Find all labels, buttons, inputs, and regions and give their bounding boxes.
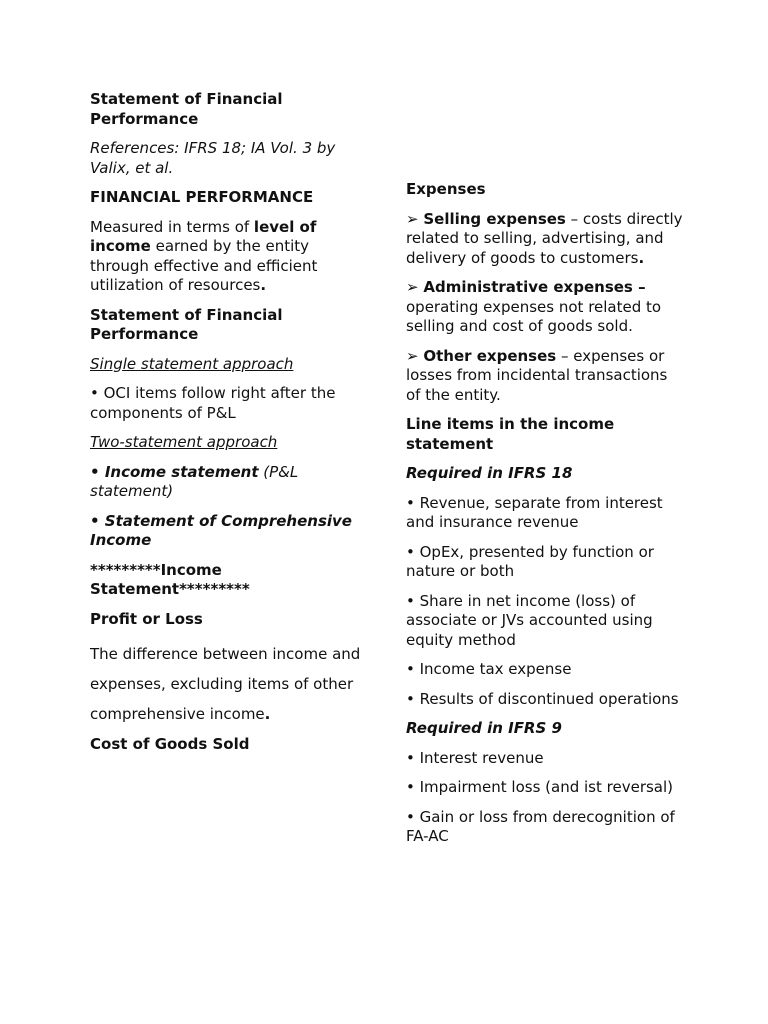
profit-or-loss-heading: Profit or Loss [90,609,203,628]
ifrs9-item: • Impairment loss (and ist reversal) [406,778,674,796]
bullet: • [90,462,105,481]
profit-loss-period: . [264,705,271,723]
profit-loss-line-3-text: comprehensive income [90,705,265,723]
definition-text-continued: earned by the entity through effective and efficient utilization of resources [90,237,318,294]
other-expenses-text: – expenses or losses from incidental transactions of the entity. [406,346,668,404]
ifrs18-item: • Income tax expense [406,660,572,678]
income-statement-item [90,463,372,502]
definition-period: . [260,276,267,294]
definition-emphasis: level of income [90,217,317,255]
definition-text: Measured in terms of [90,217,254,236]
profit-loss-line-3 [90,699,372,729]
document-title: Statement of Financial Performance [90,90,283,128]
income-statement-label: Income statement [104,462,259,481]
two-statement-approach: Two-statement approach [90,433,278,451]
expenses-heading: Expenses [406,180,486,198]
profit-loss-line-2: expenses, excluding items of other [90,675,354,693]
income-statement-note: (P&L statement) [90,462,299,500]
ifrs18-item: • OpEx, presented by function or nature or both [406,542,654,580]
profit-loss-line-1: The difference between income and [90,645,361,663]
financial-performance-heading: FINANCIAL PERFORMANCE [90,188,314,206]
arrow-bullet-icon: ➢ [406,209,424,228]
ifrs18-heading: Required in IFRS 18 [406,464,573,482]
selling-expenses-label: Selling expenses [423,209,566,228]
sfp-heading: Statement of Financial Performance [90,305,283,343]
other-expenses-label: Other expenses [423,346,557,365]
ifrs9-item: • Gain or loss from derecognition of FA-AC [406,807,675,845]
arrow-bullet-icon: ➢ [406,278,424,296]
ifrs18-item: • Share in net income (loss) of associate or JVs accounted using equity method [406,591,653,649]
cogs-heading: Cost of Goods Sold [90,735,250,753]
administrative-expenses-label: Administrative expenses – [423,278,646,296]
ifrs9-item: • Interest revenue [406,748,544,767]
oci-item: • OCI items follow right after the components of P&L [90,384,336,422]
single-statement-approach: Single statement approach [90,354,294,373]
references-text: References: IFRS 18; IA Vol. 3 by Valix, et al. [90,139,336,177]
ifrs18-item: • Revenue, separate from interest and insurance revenue [406,493,663,531]
other-expenses-item [406,347,684,406]
selling-expenses-period: . [638,248,645,267]
selling-expenses-text: – costs directly related to selling, advertising, and delivery of goods to customers [406,209,683,267]
sci-item: • Statement of Comprehensive Income [90,511,352,549]
arrow-bullet-icon: ➢ [406,346,424,365]
ifrs18-item: • Results of discontinued operations [406,689,679,708]
right-column [406,180,684,857]
administrative-expenses-text: operating expenses not related to selling and cost of goods sold. [406,297,662,335]
line-items-heading: Line items in the income statement [406,415,615,453]
administrative-expenses-item [406,278,684,337]
selling-expenses-item [406,210,684,269]
income-statement-heading: *********Income Statement********* [90,560,250,598]
ifrs9-heading: Required in IFRS 9 [406,719,562,737]
financial-performance-definition [90,218,372,296]
left-column [90,90,372,765]
